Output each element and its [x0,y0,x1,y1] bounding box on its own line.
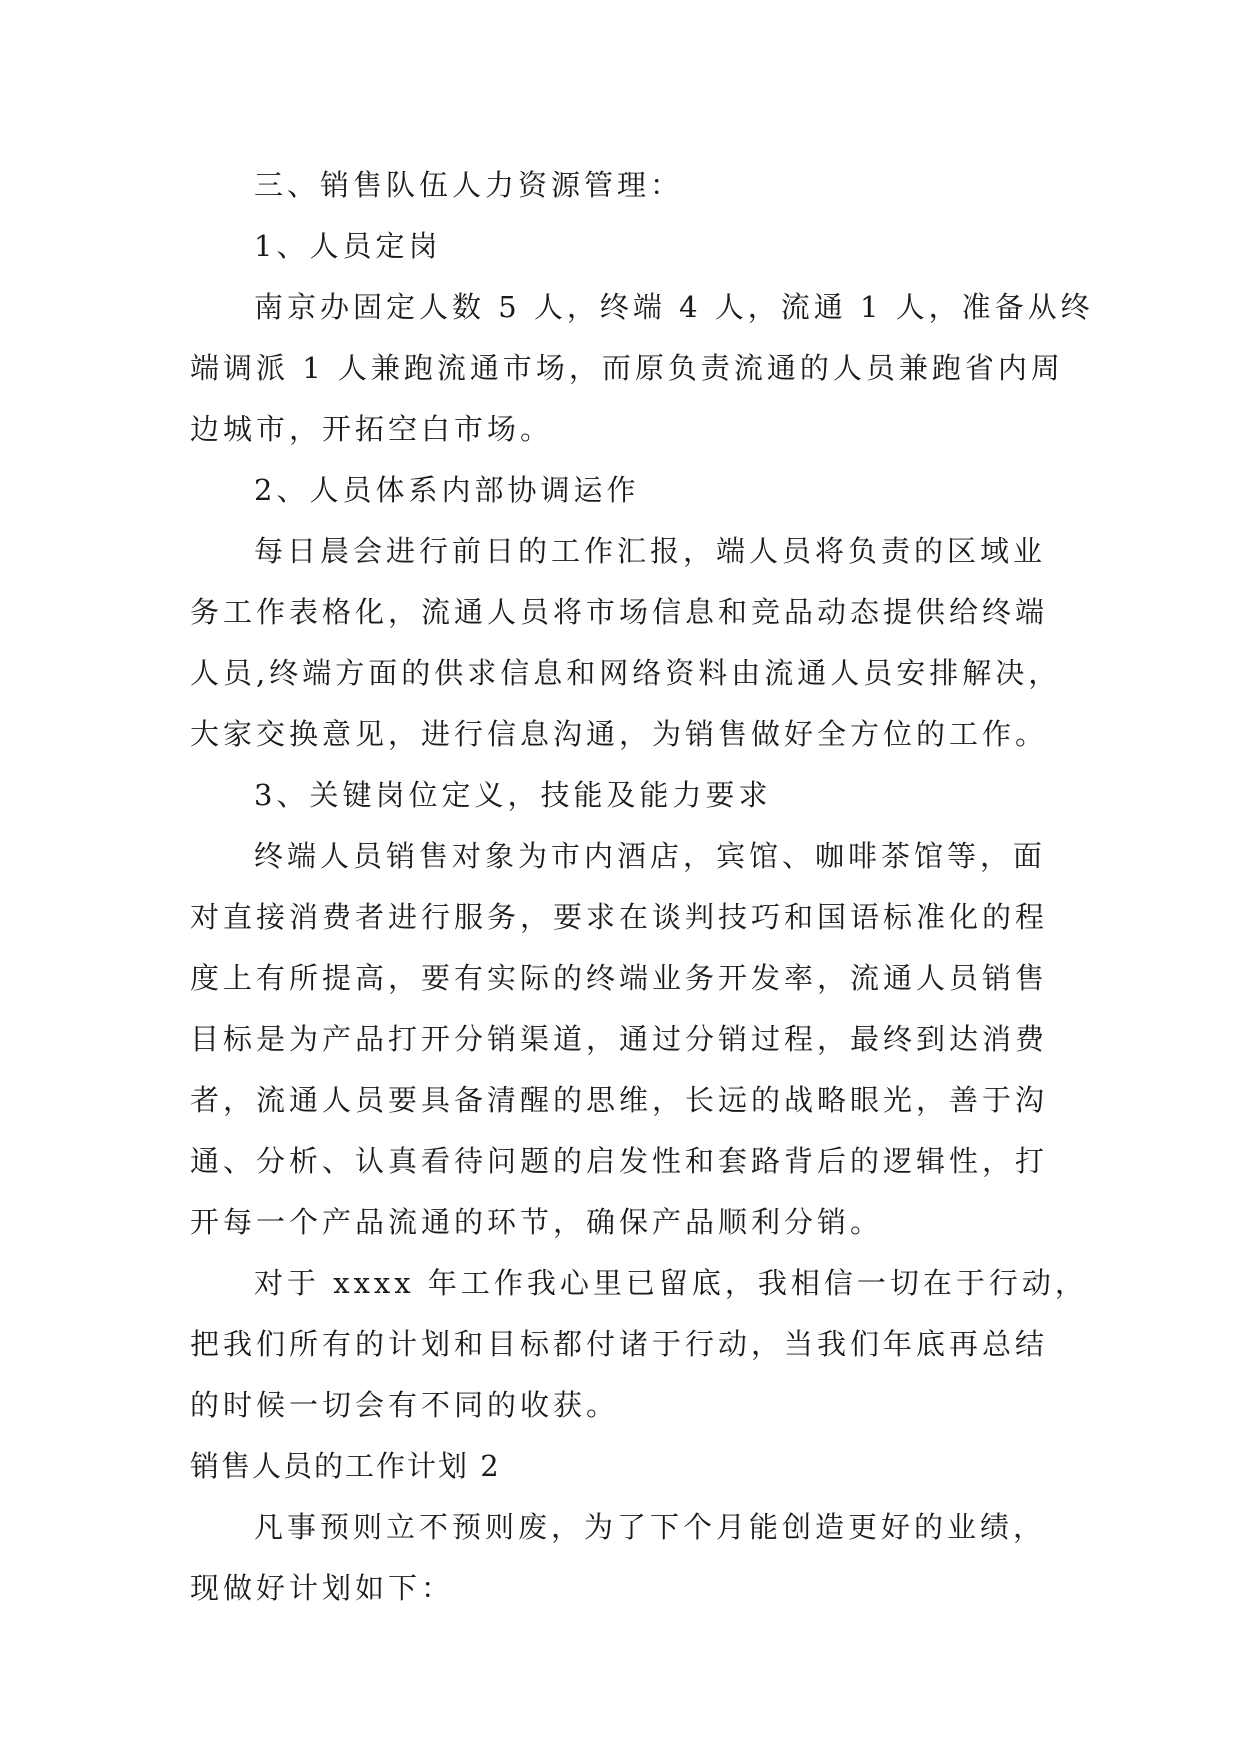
paragraph-line: 把我们所有的计划和目标都付诸于行动，当我们年底再总结 [190,1327,1049,1361]
paragraph-line: 对直接消费者进行服务，要求在谈判技巧和国语标准化的程 [190,900,1049,934]
paragraph-line: 每日晨会进行前日的工作汇报，端人员将负责的区域业 [254,534,1047,568]
subheading-key-positions: 3、关键岗位定义，技能及能力要求 [254,778,772,812]
subheading-coordination: 2、人员体系内部协调运作 [254,473,640,507]
paragraph-line: 对于 xxxx 年工作我心里已留底，我相信一切在于行动， [254,1266,1088,1300]
subheading-staffing: 1、人员定岗 [254,229,442,263]
paragraph-line: 南京办固定人数 5 人，终端 4 人，流通 1 人，准备从终 [254,290,1094,324]
paragraph-line: 现做好计划如下： [190,1571,455,1605]
paragraph-line: 者，流通人员要具备清醒的思维，长远的战略眼光，善于沟 [190,1083,1049,1117]
paragraph-line: 通、分析、认真看待问题的启发性和套路背后的逻辑性，打 [190,1144,1049,1178]
paragraph-line: 边城市，开拓空白市场。 [190,412,554,446]
paragraph-line: 的时候一切会有不同的收获。 [190,1388,620,1422]
section-heading-hr-management: 三、销售队伍人力资源管理： [254,168,684,202]
paragraph-line: 终端人员销售对象为市内酒店，宾馆、咖啡茶馆等，面 [254,839,1047,873]
paragraph-line: 大家交换意见，进行信息沟通，为销售做好全方位的工作。 [190,717,1049,751]
section-title-plan-2: 销售人员的工作计划 2 [190,1449,501,1483]
paragraph-line: 务工作表格化，流通人员将市场信息和竞品动态提供给终端 [190,595,1049,629]
paragraph-line: 凡事预则立不预则废，为了下个月能创造更好的业绩， [254,1510,1047,1544]
document-body [190,155,1094,1619]
paragraph-line: 人员,终端方面的供求信息和网络资料由流通人员安排解决， [190,656,1062,690]
paragraph-line: 目标是为产品打开分销渠道，通过分销过程，最终到达消费 [190,1022,1049,1056]
paragraph-line: 开每一个产品流通的环节，确保产品顺利分销。 [190,1205,884,1239]
paragraph-line: 度上有所提高，要有实际的终端业务开发率，流通人员销售 [190,961,1049,995]
paragraph-line: 端调派 1 人兼跑流通市场，而原负责流通的人员兼跑省内周 [190,351,1064,385]
